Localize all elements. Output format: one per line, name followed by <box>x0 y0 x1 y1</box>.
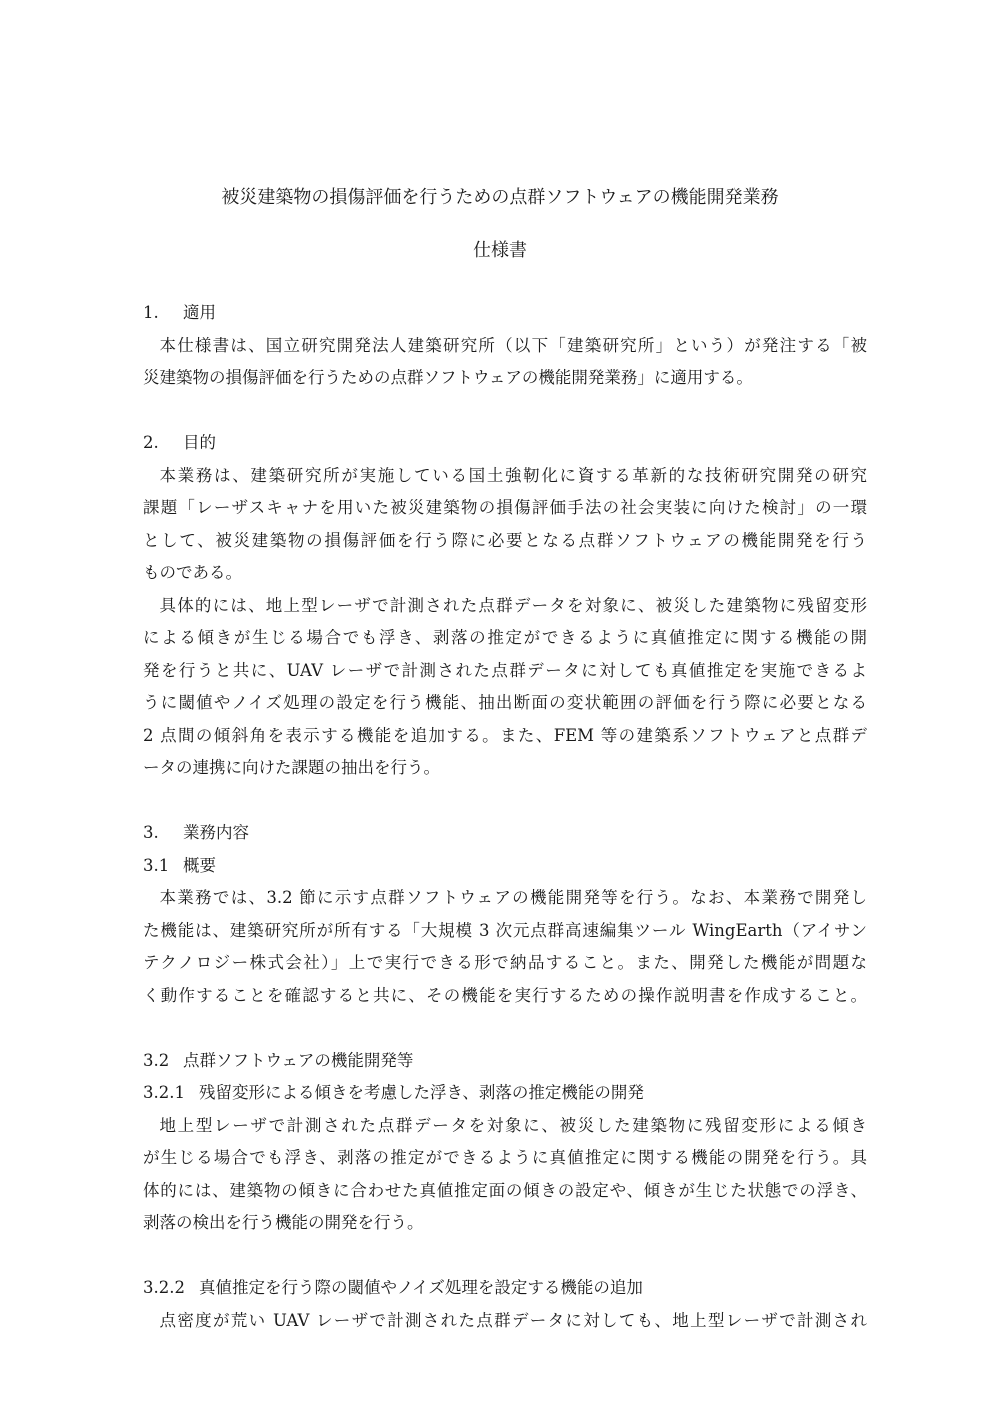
document-body <box>143 297 867 1337</box>
section-title: 目的 <box>183 433 216 452</box>
section-title: 真値推定を行う際の閾値やノイズ処理を設定する機能の追加 <box>199 1278 643 1297</box>
paragraph-line: うに閾値やノイズ処理の設定を行う機能、抽出断面の変状範囲の評価を行う際に必要となる <box>143 693 867 712</box>
section-title: 残留変形による傾きを考慮した浮き、剥落の推定機能の開発 <box>199 1083 644 1102</box>
paragraph-line: 具体的には、地上型レーザで計測された点群データを対象に、被災した建築物に残留変形 <box>159 595 867 615</box>
paragraph-line: 本業務は、建築研究所が実施している国土強靭化に資する革新的な技術研究開発の研究 <box>159 465 867 485</box>
section-1-heading <box>143 297 867 330</box>
section-number: 1. <box>143 303 159 322</box>
section-3-1-heading <box>143 850 867 883</box>
section-number: 3.2 <box>143 1050 170 1070</box>
section-number: 3.2.1 <box>143 1083 185 1102</box>
section-3-2-1-heading <box>143 1077 867 1110</box>
paragraph-line: が生じる場合でも浮き、剥落の推定ができるように真値推定に関する機能の開発を行う。具 <box>143 1148 867 1167</box>
paragraph-line: 点密度が荒い UAV レーザで計測された点群データに対しても、地上型レーザで計測され <box>159 1310 867 1330</box>
section-gap <box>143 395 867 428</box>
section-gap <box>143 1012 867 1045</box>
paragraph-line: 本業務では、3.2 節に示す点群ソフトウェアの機能開発等を行う。なお、本業務で開発し <box>159 888 867 907</box>
paragraph-line: 2 点間の傾斜角を表示する機能を追加する。また、FEM 等の建築系ソフトウェアと点群デ <box>143 725 867 745</box>
paragraph-line: 発を行うと共に、UAV レーザで計測された点群データに対しても真値推定を実施できるよ <box>143 660 867 680</box>
paragraph-line: ものである。 <box>143 563 242 582</box>
paragraph-line: 体的には、建築物の傾きに合わせた真値推定面の傾きの設定や、傾きが生じた状態での浮き、 <box>143 1180 867 1200</box>
section-gap <box>143 1240 867 1273</box>
paragraph-line: 課題「レーザスキャナを用いた被災建築物の損傷評価手法の社会実装に向けた検討」の一環 <box>143 498 867 517</box>
section-2-heading <box>143 427 867 460</box>
section-title: 業務内容 <box>183 823 249 842</box>
section-number: 3. <box>143 823 159 842</box>
paragraph-line: く動作することを確認すると共に、その機能を実行するための操作説明書を作成すること。 <box>143 985 867 1005</box>
section-gap <box>143 785 867 818</box>
section-title: 概要 <box>183 855 216 875</box>
paragraph-line: た機能は、建築研究所が所有する「大規模 3 次元点群高速編集ツール WingEarth（アイサン <box>143 920 867 940</box>
paragraph-line: ータの連携に向けた課題の抽出を行う。 <box>143 758 440 777</box>
section-number: 2. <box>143 433 159 452</box>
paragraph-line: として、被災建築物の損傷評価を行う際に必要となる点群ソフトウェアの機能開発を行う <box>143 530 867 550</box>
paragraph-line: テクノロジー株式会社）」上で実行できる形で納品すること。また、開発した機能が問題な <box>143 953 867 972</box>
paragraph-line: 本仕様書は、国立研究開発法人建築研究所（以下「建築研究所」という）が発注する「被 <box>159 335 868 355</box>
document-title: 被災建築物の損傷評価を行うための点群ソフトウェアの機能開発業務 <box>221 187 779 208</box>
paragraph-line: 剥落の検出を行う機能の開発を行う。 <box>143 1213 424 1232</box>
section-3-2-heading <box>143 1045 867 1078</box>
section-3-2-2-heading <box>143 1272 867 1305</box>
document-subtitle: 仕様書 <box>473 240 527 261</box>
section-title: 点群ソフトウェアの機能開発等 <box>183 1050 414 1070</box>
section-number: 3.1 <box>143 855 170 875</box>
section-3-heading <box>143 817 867 850</box>
paragraph-line: 災建築物の損傷評価を行うための点群ソフトウェアの機能開発業務」に適用する。 <box>143 368 753 387</box>
paragraph-line: 地上型レーザで計測された点群データを対象に、被災した建築物に残留変形による傾き <box>159 1115 867 1135</box>
section-title: 適用 <box>183 303 216 322</box>
section-number: 3.2.2 <box>143 1278 185 1297</box>
paragraph-line: による傾きが生じる場合でも浮き、剥落の推定ができるように真値推定に関する機能の開 <box>143 628 867 647</box>
